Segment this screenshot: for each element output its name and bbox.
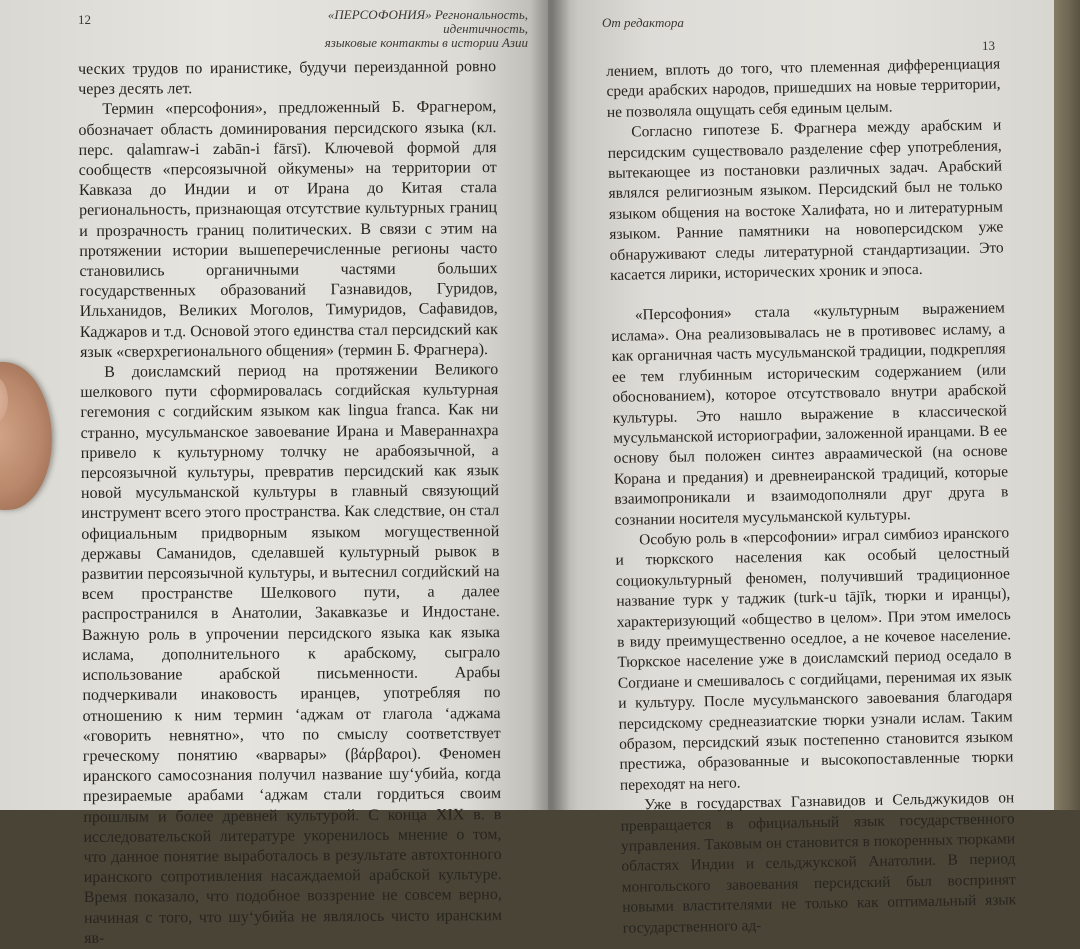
right-page-number: 13: [982, 38, 995, 53]
left-body-text: [78, 57, 502, 949]
thumbnail-highlight: [0, 376, 8, 424]
right-paragraph: Согласно гипотезе Б. Фрагнера между арабским и персидским существовало разделение сфер употребления, вытекающее из постановки различных задач. Арабский являлся религиозным языком. Персидский был не только языком общения на востоке Халифата, но и литературным языком. Ранние памятники на новоперсидском уже обнаруживают следы литературной стандартизации. Это касается лирики, исторических хроник и эпоса.: [607, 116, 1004, 285]
left-paragraph: ческих трудов по иранистике, будучи переизданной ровно через десять лет.: [78, 58, 497, 99]
right-paragraph: лением, вплоть до того, что племенная дифференциация среди арабских народов, пришедших на новые территории, не позволяла ощущать себя единым целым.: [606, 55, 1001, 121]
right-body-text: [606, 54, 1017, 938]
book-gutter-shadow: [530, 0, 570, 810]
left-running-head-line2: языковые контакты в истории Азии: [324, 35, 528, 50]
left-running-head: [240, 8, 528, 50]
left-page-number: 12: [78, 12, 91, 27]
left-paragraph: В доисламский период на протяжении Великого шелкового пути сформировалась согдийская культурная гегемония с согдийским языком как lingua franca. Как ни странно, мусульманское завоевание Ирана и Мавераннахра привело к культурному толчку не арабоязычной, а персоязычной культуры, превратив персидский как язык новой мусульманской культуры в главный связующий инструмент всего этого пространства. Как следствие, он стал официальным придворным языком могущественной державы Саманидов, сделавшей культурный рывок в развитии персоязычной культуры, и вытеснил согдийский на всем пространстве Шелкового пути, а далее распространился в Анатолии, Закавказье и Индостане. Важную роль в упрочении персидского языка как языка ислама, дополнительного к арабскому, сыграло использование арабской письменности. Арабы подчеркивали инаковость иранцев, употребляя по отношению к ним термин ʻаджам от глагола ʻаджама «говорить невнятно», что по смыслу соответствует греческому понятию «варвары» (βάρβαροι). Феномен иранского самосознания получил название шуʻубийа, когда презираемые арабами ʻаджам стали гордиться своим прошлым и более древней культурой. С конца XIX в. в исследовательской литературе укоренилось мнение о том, что данное понятие выработалось в результате автохтонного иранского сопротивления насаждаемой арабской культуре. Время показало, что подобное воззрение не совсем верно, начиная с того, что шуʻубийа не являлось чисто иранским яв-: [80, 361, 503, 947]
left-paragraph: Термин «персофония», предложенный Б. Фрагнером, обозначает область доминирования персидского языка (кл. перс. qalamraw-i zabān-i fārsī). Ключевой формой для сообществ «персоязычной ойкумены» на территории от Кавказа до Индии и от Ирана до Китая стала региональность, признающая отсутствие культурных границ и прозрачность границ политических. В связи с этим на протяжении истории вышеперечисленные регионы часто становились органичными частями больших государственных образований Газнавидов, Гуридов, Ильханидов, Великих Моголов, Тимуридов, Сафавидов, Каджаров и т.д. Основой этого единства стал персидский как язык «сверхрегионального общения» (термин Б. Фрагнера).: [78, 98, 498, 361]
right-paragraph: Особую роль в «персофонии» играл симбиоз иранского и тюркского населения как особый целостный социокультурный феномен, получивший традиционное название турк у таджик (turk-u tājīk, тюрки и иранцы), характеризующий «общество в целом». При этом имелось в виду преимущественно оседлое, а не кочевое население. Тюркское население уже в доисламский период оседало в Согдиане и смешивалось с согдийцами, перенимая их язык и культуру. После мусульманского завоевания благодаря персидскому среднеазиатские тюрки узнали ислам. Таким образом, персидский язык постепенно становится языком престижа, образованные и высокопоставленные тюрки переходят на него.: [615, 524, 1014, 794]
right-running-head: От редактора: [602, 15, 684, 30]
book-cover-edge: [1054, 0, 1080, 810]
right-paragraph: Уже в государствах Газнавидов и Сельджукидов он превращается в официальный язык государственного управления. Таковым он становится в покоренных тюрками областях Индии и сельджукской Анатолии. В период монгольского завоевания персидский был воспринят новыми властителями не только как оптимальный язык государственного ад-: [620, 789, 1017, 937]
right-paragraph: «Персофония» стала «культурным выражением ислама». Она реализовывалась не в противовес исламу, а как органичная часть мусульманской традиции, подкрепляя ее тем глубинным историческим содержанием (или обоснованием), которое отсутствовало внутри арабской культуры. Это нашло выражение в классической мусульманской историографии, заложенной иранцами. В ее основу был положен синтез авраамической (на основе Корана и предания) и древнеиранской традиций, которые взаимопроникали и взаимодополняли друг друга в сознании носителя мусульманской культуры.: [611, 299, 1009, 529]
left-running-head-line1: «ПЕРСОФОНИЯ» Регнональность, идентичность,: [327, 7, 528, 36]
